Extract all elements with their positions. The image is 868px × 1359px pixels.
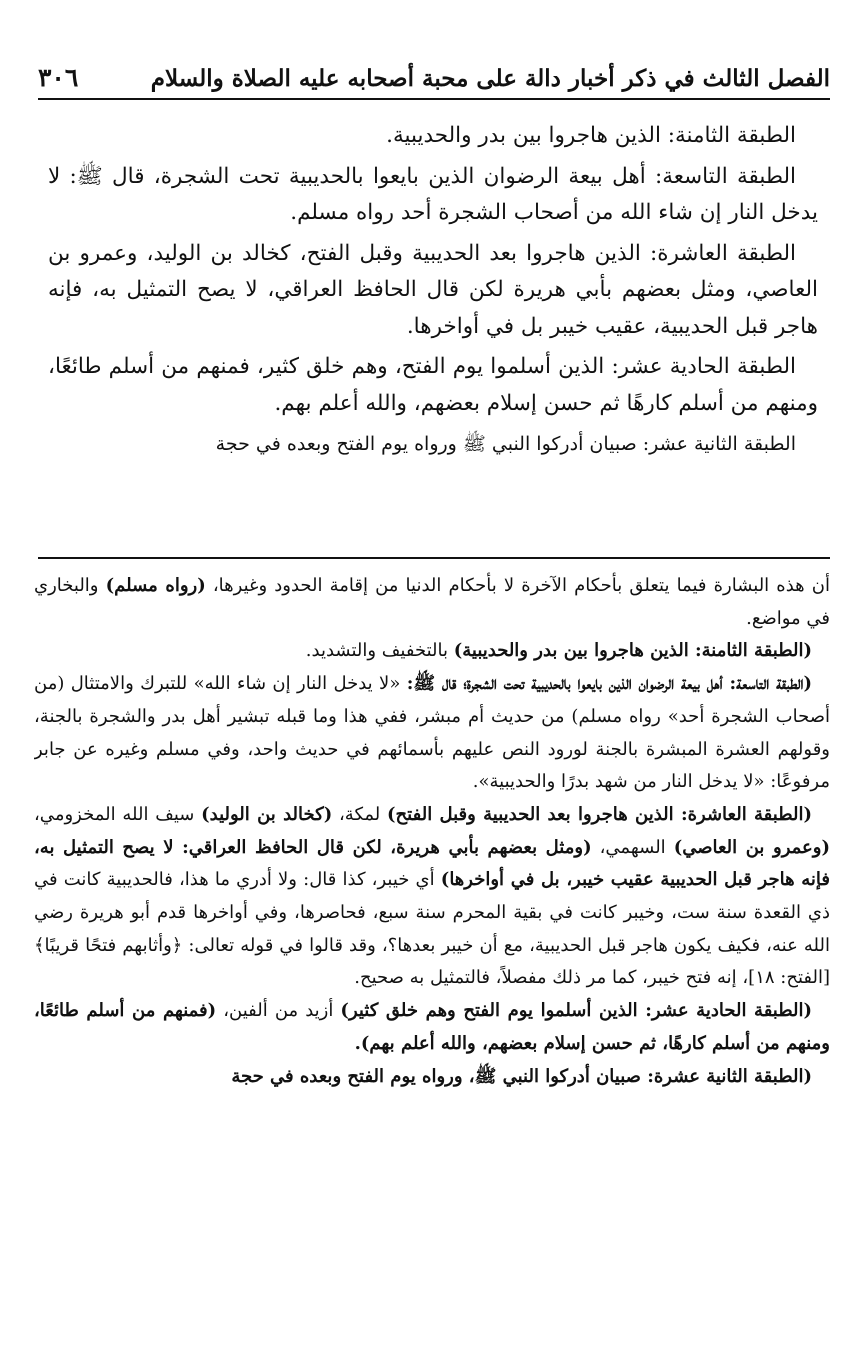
commentary-text-run: «لا يدخل النار إن شاء الله» للتبرك والامتثال (من أصحاب الشجرة أحد» رواه مسلم) من حديث أم مبشر، ففي هذا وما قبله تبشير أهل بدر والشجرة بالجنة، وقولهم العشرة المبشرة بالجنة لورود النص عليهم بأسمائهم في حديث واحد، وفي مسلم وغيره عن جابر مرفوعًا: «لا يدخل النار من شهد بدرًا والحديبية». (34, 673, 830, 793)
main-paragraph (48, 118, 818, 155)
tier-text: صبيان أدركوا النبي ﷺ ورواه يوم الفتح وبعده في حجة (215, 433, 643, 455)
tier-text: الذين هاجروا بين بدر والحديبية. (386, 123, 668, 148)
tier-text: الذين هاجروا بعد الحديبية وقبل الفتح، كخالد بن الوليد، وعمرو بن العاصي، ومثل بعضهم بأبي هريرة لكن قال الحافظ العراقي، لا يصح التمثيل به، فإنه هاجر قبل الحديبية، عقيب خيبر بل في أواخرها. (48, 240, 818, 339)
quoted-matn: (فمنهم من أسلم طائعًا، ومنهم من أسلم كارهًا، ثم حسن إسلام بعضهم، والله أعلم بهم). (34, 1000, 830, 1054)
main-paragraph (48, 349, 818, 422)
commentary-text-run: والبخاري في مواضع. (34, 575, 830, 629)
commentary-paragraph (34, 799, 830, 995)
commentary-paragraph (34, 668, 830, 799)
commentary-text (34, 570, 830, 1350)
quoted-matn: (الطبقة الثانية عشرة: صبيان أدركوا النبي ﷺ، ورواه يوم الفتح وبعده في حجة (231, 1065, 812, 1087)
quoted-matn: (الطبقة العاشرة: الذين هاجروا بعد الحديبية وقبل الفتح) (387, 803, 812, 825)
quoted-matn: (كخالد بن الوليد) (201, 803, 333, 825)
main-paragraph (48, 236, 818, 346)
header-rule (38, 98, 830, 100)
quoted-matn: (الطبقة التاسعة: أهل بيعة الرضوان الذين بايعوا بالحديبية تحت الشجرة؛ قال ﷺ: (406, 673, 812, 695)
quoted-matn: (الطبقة الحادية عشر: الذين أسلموا يوم الفتح وهم خلق كثير) (340, 1000, 812, 1022)
tier-label: الطبقة التاسعة: (654, 163, 797, 189)
commentary-text-run: سيف الله المخزومي، (34, 803, 202, 825)
commentary-text-run: السهمي، (591, 836, 674, 858)
quoted-matn: (ومثل بعضهم بأبي هريرة، لكن قال الحافظ العراقي: لا يصح التمثيل به، فإنه هاجر قبل الحديبية عقيب خيبر، بل في أواخرها) (34, 836, 830, 891)
main-paragraph (48, 426, 818, 463)
running-header (38, 48, 830, 92)
commentary-text-run: أي خيبر، كذا قال: ولا أدري ما هذا، فالحديبية كانت في ذي القعدة سنة ست، وخيبر كانت في بقية المحرم سنة سبع، فحاصرها، وفي أواخرها قدم أبو هريرة رضي الله عنه، فكيف يكون هاجر قبل الحديبية، مع أن خيبر بعدها؟، وقد قالوا في قوله تعالى: ﴿وأثابهم فتحًا قريبًا﴾ [الفتح: ١٨]، إنه فتح خيبر، كما مر ذلك مفصلاً، فالتمثيل به صحيح. (34, 869, 830, 989)
tier-label: الطبقة العاشرة: (649, 240, 797, 266)
tier-text: الذين أسلموا يوم الفتح، وهم خلق كثير، فمنهم من أسلم طائعًا، ومنهم من أسلم كارهًا ثم حسن إسلام بعضهم، والله أعلم بهم. (48, 354, 818, 416)
page-number: ٣٠٦ (38, 63, 79, 92)
commentary-separator (38, 557, 830, 559)
commentary-paragraph (34, 995, 830, 1060)
chapter-title: الفصل الثالث في ذكر أخبار دالة على محبة أصحابه عليه الصلاة والسلام (150, 65, 830, 92)
tier-label: الطبقة الحادية عشر: (611, 354, 796, 379)
tier-text: أهل بيعة الرضوان الذين بايعوا بالحديبية تحت الشجرة، قال ﷺ: لا يدخل النار إن شاء الله من أصحاب الشجرة أحد رواه مسلم. (48, 163, 818, 225)
tier-label: الطبقة الثامنة: (667, 123, 796, 148)
main-text (48, 118, 818, 548)
quoted-matn: (وعمرو بن العاصي) (673, 836, 830, 858)
main-paragraph (48, 159, 818, 232)
commentary-text-run: لمكة، (332, 803, 388, 825)
tier-label: الطبقة الثانية عشر: (642, 433, 796, 455)
quoted-matn: (رواه مسلم) (105, 575, 206, 596)
commentary-paragraph (34, 1061, 830, 1094)
commentary-text-run: أن هذه البشارة فيما يتعلق بأحكام الآخرة لا بأحكام الدنيا من إقامة الحدود وغيرها، (205, 575, 830, 596)
commentary-text-run: أزيد من ألفين، (216, 1000, 341, 1022)
commentary-paragraph (34, 570, 830, 635)
commentary-text-run: بالتخفيف والتشديد. (305, 640, 454, 662)
quoted-matn: (الطبقة الثامنة: الذين هاجروا بين بدر والحديبية) (453, 640, 812, 662)
commentary-paragraph (34, 635, 830, 668)
